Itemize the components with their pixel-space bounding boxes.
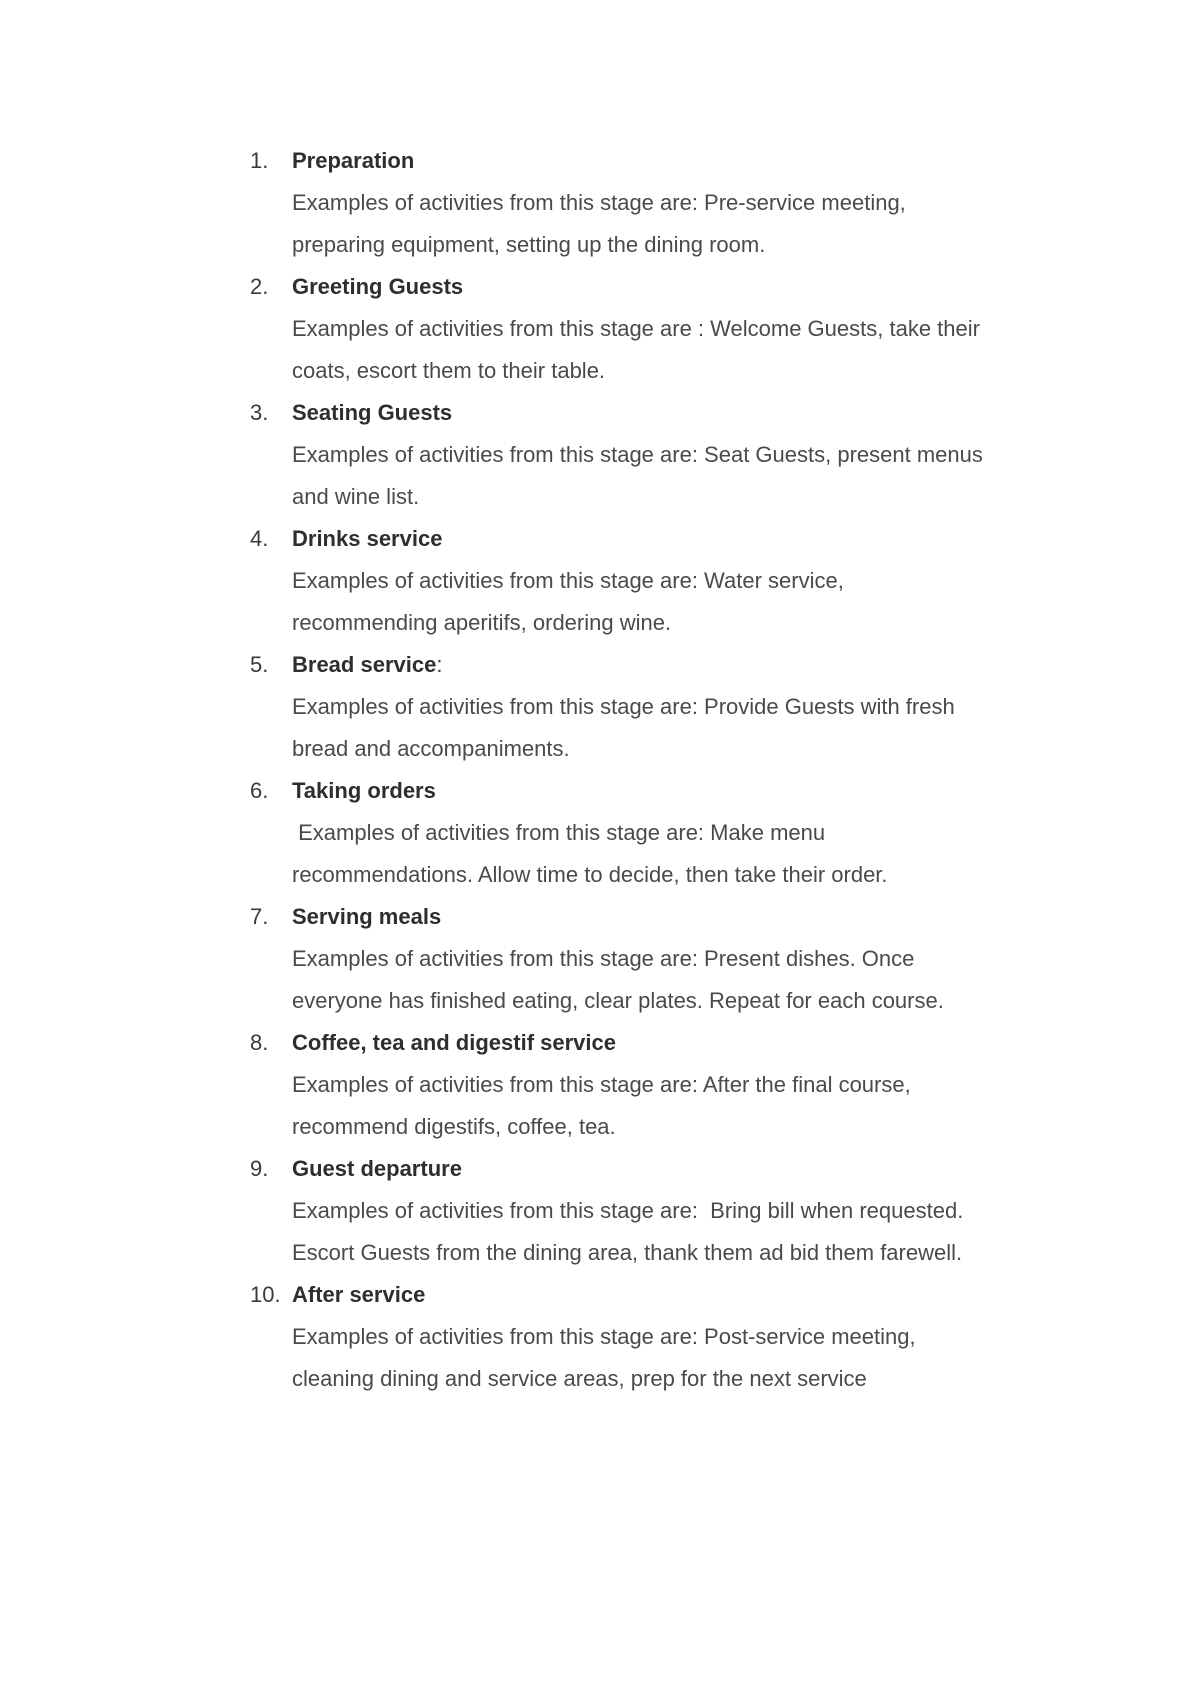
- item-number: 5.: [250, 652, 269, 677]
- service-stages-list: [250, 140, 1070, 1400]
- item-title-suffix: :: [436, 652, 443, 677]
- description-line: and wine list.: [292, 484, 420, 509]
- item-title: Bread service: [292, 652, 437, 677]
- item-number: 2.: [250, 274, 269, 299]
- description-line: recommendations. Allow time to decide, then take their order.: [292, 862, 888, 887]
- item-title: After service: [292, 1282, 426, 1307]
- item-description: [292, 560, 1070, 644]
- item-description: [292, 308, 1070, 392]
- item-number: 1.: [250, 148, 269, 173]
- item-title: Serving meals: [292, 904, 442, 929]
- item-number: 4.: [250, 526, 269, 551]
- item-description: [292, 1316, 1070, 1400]
- description-line: cleaning dining and service areas, prep for the next service: [292, 1366, 867, 1391]
- item-description: [292, 1064, 1070, 1148]
- list-item: [250, 392, 1070, 518]
- description-line: Examples of activities from this stage are: Make menu: [292, 820, 826, 845]
- item-title: Coffee, tea and digestif service: [292, 1030, 616, 1055]
- item-title: Drinks service: [292, 526, 443, 551]
- description-line: Examples of activities from this stage are: Present dishes. Once: [292, 946, 915, 971]
- description-line: Examples of activities from this stage are: Seat Guests, present menus: [292, 442, 983, 467]
- item-description: [292, 182, 1070, 266]
- description-line: preparing equipment, setting up the dining room.: [292, 232, 766, 257]
- item-description: [292, 686, 1070, 770]
- item-title: Seating Guests: [292, 400, 453, 425]
- description-line: Examples of activities from this stage are: After the final course,: [292, 1072, 911, 1097]
- description-line: Examples of activities from this stage are : Welcome Guests, take their: [292, 316, 980, 341]
- list-item: [250, 1022, 1070, 1148]
- description-line: recommending aperitifs, ordering wine.: [292, 610, 672, 635]
- item-description: [292, 434, 1070, 518]
- description-line: Examples of activities from this stage are: Water service,: [292, 568, 844, 593]
- item-description: [292, 938, 1070, 1022]
- description-line: Examples of activities from this stage are: Pre-service meeting,: [292, 190, 906, 215]
- item-description: [292, 1190, 1070, 1274]
- list-item: [250, 896, 1070, 1022]
- item-number: 6.: [250, 778, 269, 803]
- list-item: [250, 518, 1070, 644]
- item-number: 7.: [250, 904, 269, 929]
- item-number: 8.: [250, 1030, 269, 1055]
- item-number: 9.: [250, 1156, 269, 1181]
- item-title: Taking orders: [292, 778, 436, 803]
- item-title: Guest departure: [292, 1156, 462, 1181]
- item-number: 10.: [250, 1282, 281, 1307]
- description-line: everyone has finished eating, clear plates. Repeat for each course.: [292, 988, 944, 1013]
- description-line: Examples of activities from this stage are: Post-service meeting,: [292, 1324, 916, 1349]
- list-item: [250, 770, 1070, 896]
- description-line: Examples of activities from this stage are: Bring bill when requested.: [292, 1198, 964, 1223]
- item-description: [292, 812, 1070, 896]
- description-line: bread and accompaniments.: [292, 736, 570, 761]
- list-item: [250, 140, 1070, 266]
- list-item: [250, 644, 1070, 770]
- description-line: coats, escort them to their table.: [292, 358, 606, 383]
- description-line: Examples of activities from this stage are: Provide Guests with fresh: [292, 694, 955, 719]
- description-line: Escort Guests from the dining area, thank them ad bid them farewell.: [292, 1240, 963, 1265]
- item-title: Preparation: [292, 148, 415, 173]
- list-item: [250, 1148, 1070, 1274]
- item-number: 3.: [250, 400, 269, 425]
- description-line: recommend digestifs, coffee, tea.: [292, 1114, 616, 1139]
- list-item: [250, 266, 1070, 392]
- item-title: Greeting Guests: [292, 274, 464, 299]
- list-item: [250, 1274, 1070, 1400]
